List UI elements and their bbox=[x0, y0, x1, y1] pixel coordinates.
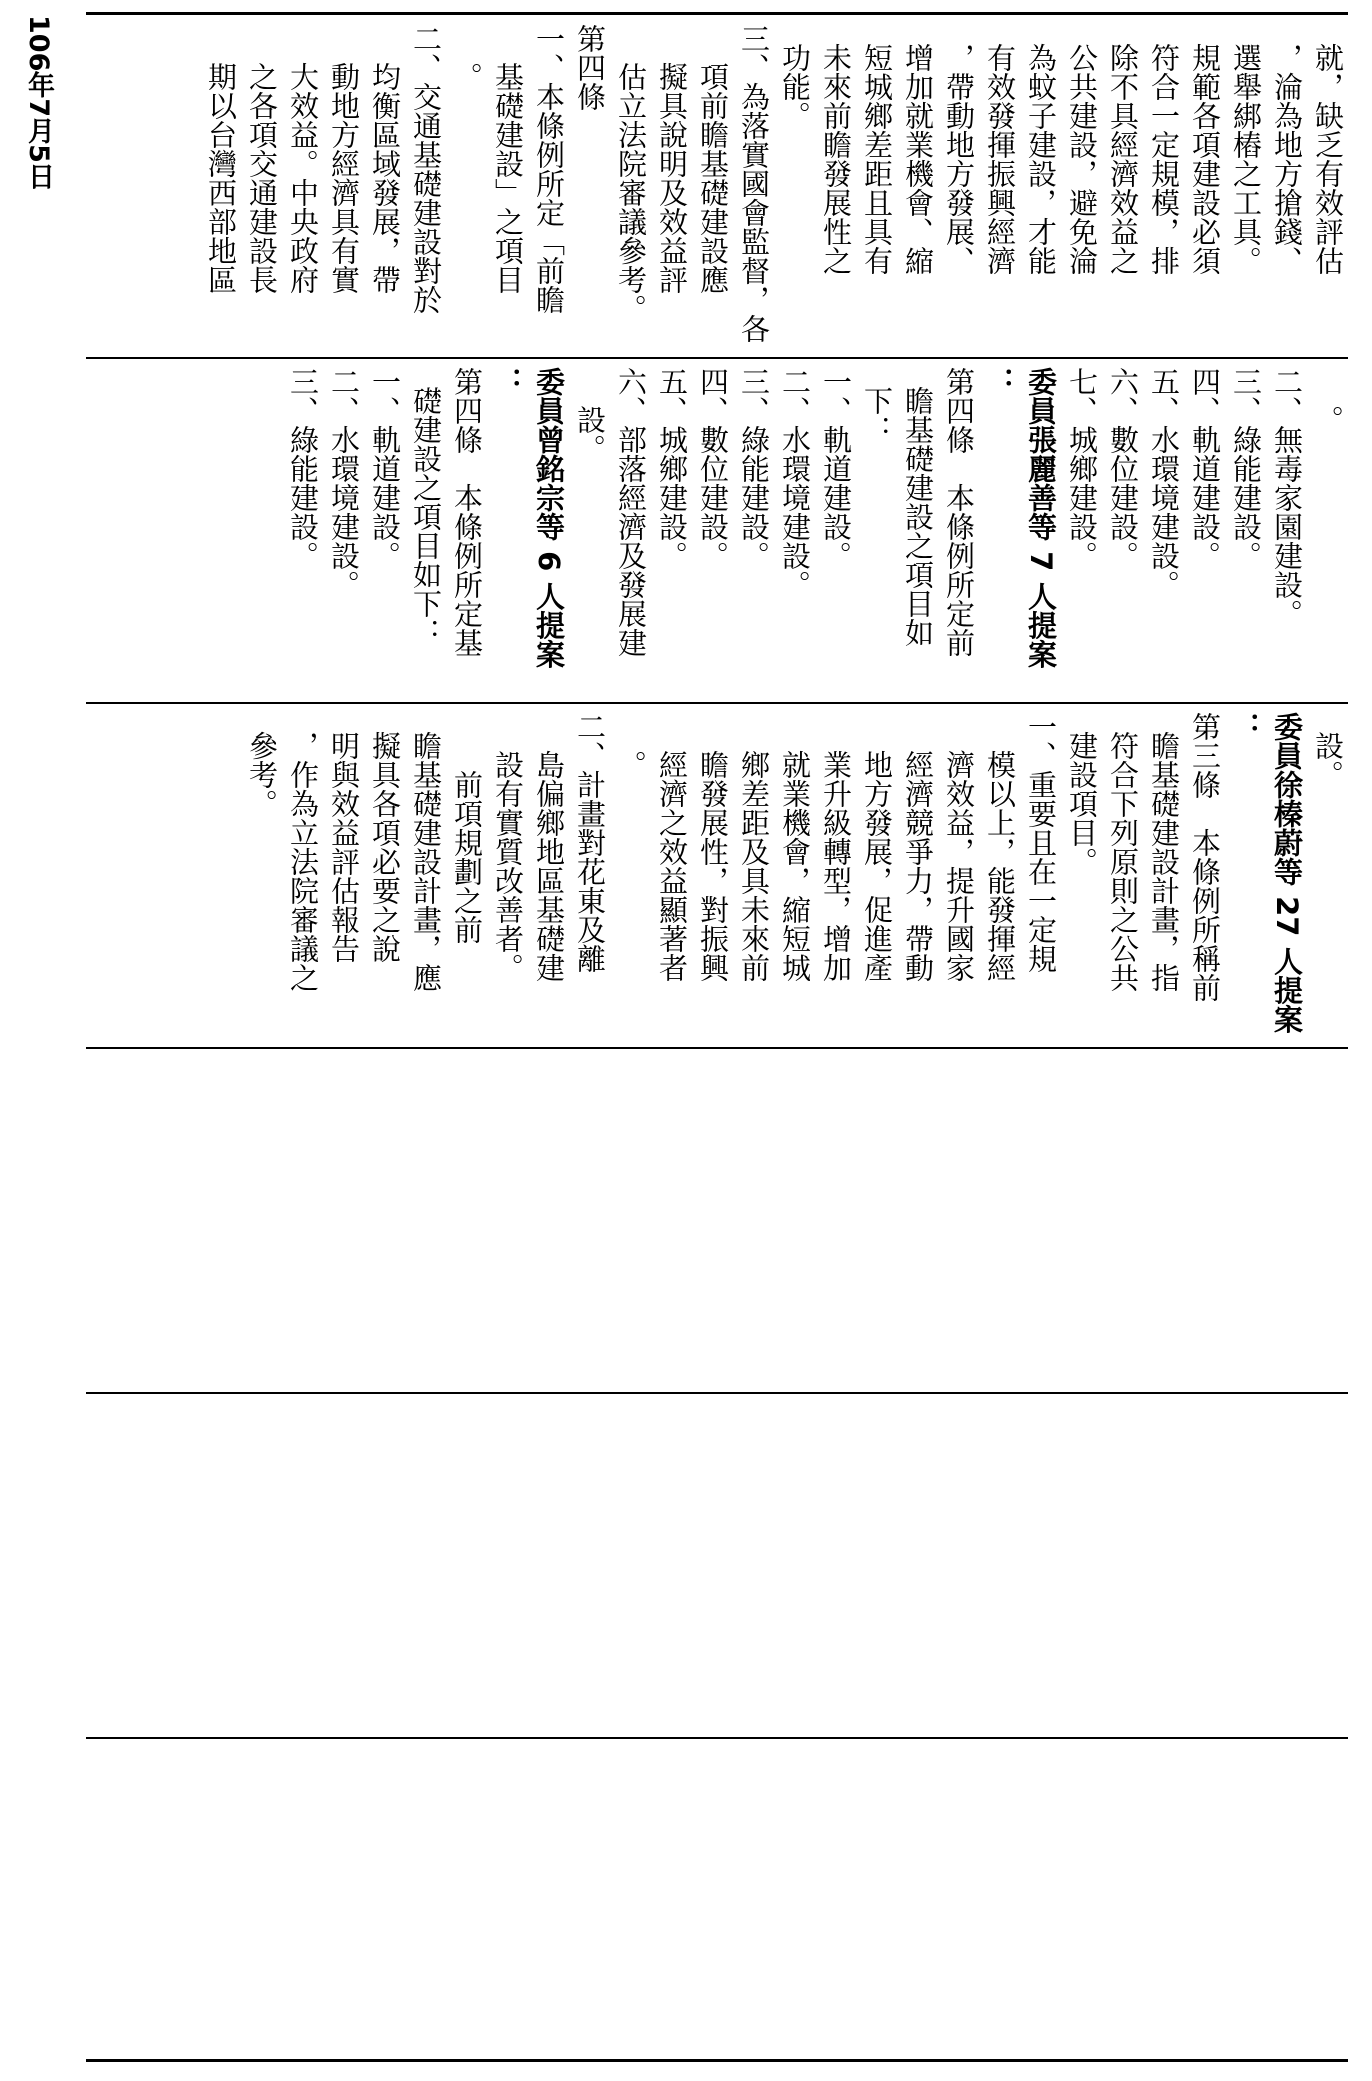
text-line: 設有實質改善者。 bbox=[491, 749, 525, 982]
text-line: 三、為落實國會監督，各 bbox=[737, 24, 771, 343]
text-line: 瞻發展性，對振興 bbox=[696, 749, 730, 982]
text-line: 經濟競爭力，帶動 bbox=[901, 749, 935, 982]
text-line: 功能。 bbox=[778, 42, 812, 130]
text-line: 四、數位建設。 bbox=[696, 367, 730, 570]
proposal-heading: 委員曾銘宗等 6 人提案 bbox=[532, 367, 566, 669]
text-line: ，作為立法院審議之 bbox=[286, 730, 320, 992]
page-date-header: 106年7月5日 bbox=[23, 15, 54, 190]
text-line: 符合下列原則之公共 bbox=[1106, 730, 1140, 992]
text-line: 地方發展，促進產 bbox=[860, 749, 894, 982]
text-line: 擬具各項必要之說 bbox=[368, 730, 402, 963]
text-line: 未來前瞻發展性之 bbox=[819, 42, 853, 275]
text-line: 設。 bbox=[1311, 730, 1345, 789]
bottom-rule bbox=[86, 2059, 1348, 2062]
text-line: 參考。 bbox=[245, 730, 279, 818]
text-line: 估立法院審議參考。 bbox=[614, 61, 648, 323]
proposal-heading: 委員徐榛蔚等 27 人提案 bbox=[1270, 712, 1304, 1034]
tier-divider-4 bbox=[86, 1392, 1348, 1394]
proposal-heading: ： bbox=[983, 367, 1017, 396]
text-line: 增加就業機會、縮 bbox=[901, 42, 935, 275]
proposal-heading: ： bbox=[1229, 712, 1263, 741]
text-line: 符合一定規模，排 bbox=[1147, 42, 1181, 275]
text-line: 三、綠能建設。 bbox=[1229, 367, 1263, 570]
text-line: 動地方經濟具有實 bbox=[327, 61, 361, 294]
text-line: 期以台灣西部地區 bbox=[204, 61, 238, 294]
text-line: 一、軌道建設。 bbox=[819, 367, 853, 570]
text-line: 一、重要且在一定規 bbox=[1024, 712, 1058, 973]
text-line: 。 bbox=[614, 749, 648, 779]
text-line: 七、城鄉建設。 bbox=[1065, 367, 1099, 570]
text-line: 均衡區域發展，帶 bbox=[368, 61, 402, 294]
tier-1-text bbox=[98, 16, 1348, 356]
text-line: 規範各項建設必須 bbox=[1188, 42, 1222, 275]
text-line: 建設項目。 bbox=[1065, 730, 1099, 876]
text-line: 為蚊子建設，才能 bbox=[1024, 42, 1058, 275]
proposal-heading: ： bbox=[491, 367, 525, 396]
text-line: 第四條 本條例所定前 bbox=[942, 367, 976, 657]
proposal-heading: 委員張麗善等 7 人提案 bbox=[1024, 367, 1058, 669]
text-line: 島偏鄉地區基礎建 bbox=[532, 749, 566, 982]
text-line: 二、水環境建設。 bbox=[778, 367, 812, 599]
text-line: 一、本條例所定「前瞻 bbox=[532, 24, 566, 314]
text-line: 短城鄉差距且具有 bbox=[860, 42, 894, 275]
text-line: 二、水環境建設。 bbox=[327, 367, 361, 599]
text-line: 經濟之效益顯著者 bbox=[655, 749, 689, 982]
text-line: 有效發揮振興經濟 bbox=[983, 42, 1017, 275]
text-line: 礎建設之項目如下： bbox=[409, 385, 443, 647]
text-line: 瞻基礎建設計畫，指 bbox=[1147, 730, 1181, 992]
text-line: 二、無毒家園建設。 bbox=[1270, 367, 1304, 628]
text-line: 四、軌道建設。 bbox=[1188, 367, 1222, 570]
text-line: 之各項交通建設長 bbox=[245, 61, 279, 294]
top-rule bbox=[86, 12, 1348, 15]
text-line: 第四條 本條例所定基 bbox=[450, 367, 484, 657]
text-line: 。 bbox=[1311, 404, 1345, 434]
text-line: 第四條 bbox=[573, 24, 607, 111]
text-line: ，帶動地方發展、 bbox=[942, 42, 976, 275]
text-line: 鄉差距及具未來前 bbox=[737, 749, 771, 982]
text-line: 設。 bbox=[573, 404, 607, 463]
text-line: 公共建設，避免淪 bbox=[1065, 42, 1099, 275]
text-line: 除不具經濟效益之 bbox=[1106, 42, 1140, 275]
text-line: 五、水環境建設。 bbox=[1147, 367, 1181, 599]
tier-1 bbox=[98, 16, 1348, 356]
text-line: 一、軌道建設。 bbox=[368, 367, 402, 570]
tier-divider-5 bbox=[86, 1737, 1348, 1739]
text-line: 第三條 本條例所稱前 bbox=[1188, 712, 1222, 1002]
text-line: 瞻基礎建設之項目如 bbox=[901, 385, 935, 647]
text-line: 大效益。中央政府 bbox=[286, 61, 320, 294]
text-line: 三、綠能建設。 bbox=[737, 367, 771, 570]
text-line: 六、部落經濟及發展建 bbox=[614, 367, 648, 657]
text-line: ，淪為地方搶錢、 bbox=[1270, 42, 1304, 275]
text-line: 。 bbox=[450, 61, 484, 91]
text-line: 擬具說明及效益評 bbox=[655, 61, 689, 294]
text-line: 項前瞻基礎建設應 bbox=[696, 61, 730, 294]
text-line: 下： bbox=[860, 385, 894, 444]
text-line: 就業機會，縮短城 bbox=[778, 749, 812, 982]
text-line: 就，缺乏有效評估 bbox=[1311, 42, 1345, 275]
text-line: 三、綠能建設。 bbox=[286, 367, 320, 570]
text-line: 模以上，能發揮經 bbox=[983, 749, 1017, 982]
text-line: 業升級轉型，增加 bbox=[819, 749, 853, 982]
tier-3 bbox=[98, 704, 1348, 1046]
text-line: 二、計畫對花東及離 bbox=[573, 712, 607, 973]
tier-2 bbox=[98, 359, 1348, 701]
text-line: 六、數位建設。 bbox=[1106, 367, 1140, 570]
text-line: 基礎建設」之項目 bbox=[491, 61, 525, 294]
text-line: 瞻基礎建設計畫，應 bbox=[409, 730, 443, 992]
tier-2-text bbox=[98, 359, 1348, 701]
tier-3-text bbox=[98, 704, 1348, 1046]
text-line: 明與效益評估報告 bbox=[327, 730, 361, 963]
text-line: 濟效益，提升國家 bbox=[942, 749, 976, 982]
text-line: 五、城鄉建設。 bbox=[655, 367, 689, 570]
tier-divider-3 bbox=[86, 1047, 1348, 1049]
text-line: 選舉綁樁之工具。 bbox=[1229, 42, 1263, 275]
text-line: 二、交通基礎建設對於 bbox=[409, 24, 443, 314]
text-line: 前項規劃之前 bbox=[450, 770, 484, 944]
